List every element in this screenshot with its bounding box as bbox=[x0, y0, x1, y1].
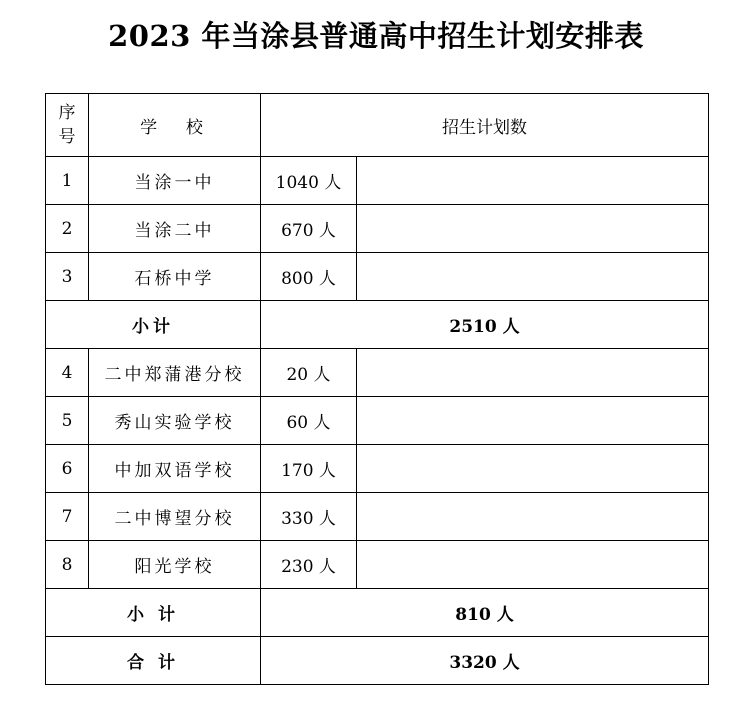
row-school: 当涂二中 bbox=[89, 205, 261, 253]
row-school: 二中郑蒲港分校 bbox=[89, 349, 261, 397]
table-row bbox=[46, 157, 709, 205]
row-seq: 3 bbox=[46, 253, 89, 301]
table-row bbox=[46, 349, 709, 397]
row-empty bbox=[357, 157, 709, 205]
row-empty bbox=[357, 493, 709, 541]
row-school: 中加双语学校 bbox=[89, 445, 261, 493]
subtotal-row bbox=[46, 589, 709, 637]
total-label: 合 计 bbox=[46, 637, 261, 685]
table-row bbox=[46, 397, 709, 445]
table-row bbox=[46, 541, 709, 589]
row-school: 石桥中学 bbox=[89, 253, 261, 301]
subtotal-label: 小计 bbox=[46, 301, 261, 349]
enrollment-plan-table bbox=[45, 93, 709, 685]
header-seq: 序 号 bbox=[46, 94, 89, 157]
row-count: 1040 人 bbox=[261, 157, 357, 205]
row-empty bbox=[357, 445, 709, 493]
row-seq: 2 bbox=[46, 205, 89, 253]
total-value: 3320 人 bbox=[261, 637, 709, 685]
row-seq: 4 bbox=[46, 349, 89, 397]
table-row bbox=[46, 253, 709, 301]
subtotal-label: 小 计 bbox=[46, 589, 261, 637]
header-plan: 招生计划数 bbox=[261, 94, 709, 157]
row-seq: 7 bbox=[46, 493, 89, 541]
header-school: 学 校 bbox=[89, 94, 261, 157]
row-empty bbox=[357, 349, 709, 397]
row-seq: 1 bbox=[46, 157, 89, 205]
row-count: 20 人 bbox=[261, 349, 357, 397]
row-count: 170 人 bbox=[261, 445, 357, 493]
table-row bbox=[46, 445, 709, 493]
subtotal-value: 810 人 bbox=[261, 589, 709, 637]
row-school: 阳光学校 bbox=[89, 541, 261, 589]
row-school: 秀山实验学校 bbox=[89, 397, 261, 445]
row-empty bbox=[357, 397, 709, 445]
row-count: 60 人 bbox=[261, 397, 357, 445]
row-count: 330 人 bbox=[261, 493, 357, 541]
table-header-row bbox=[46, 94, 709, 157]
row-count: 670 人 bbox=[261, 205, 357, 253]
row-empty bbox=[357, 541, 709, 589]
row-seq: 6 bbox=[46, 445, 89, 493]
row-school: 当涂一中 bbox=[89, 157, 261, 205]
subtotal-value: 2510 人 bbox=[261, 301, 709, 349]
row-empty bbox=[357, 253, 709, 301]
table-row bbox=[46, 493, 709, 541]
page-title: 2023 年当涂县普通高中招生计划安排表 bbox=[108, 19, 644, 53]
row-count: 800 人 bbox=[261, 253, 357, 301]
row-seq: 5 bbox=[46, 397, 89, 445]
row-seq: 8 bbox=[46, 541, 89, 589]
total-row bbox=[46, 637, 709, 685]
table-row bbox=[46, 205, 709, 253]
row-count: 230 人 bbox=[261, 541, 357, 589]
row-empty bbox=[357, 205, 709, 253]
subtotal-row bbox=[46, 301, 709, 349]
row-school: 二中博望分校 bbox=[89, 493, 261, 541]
